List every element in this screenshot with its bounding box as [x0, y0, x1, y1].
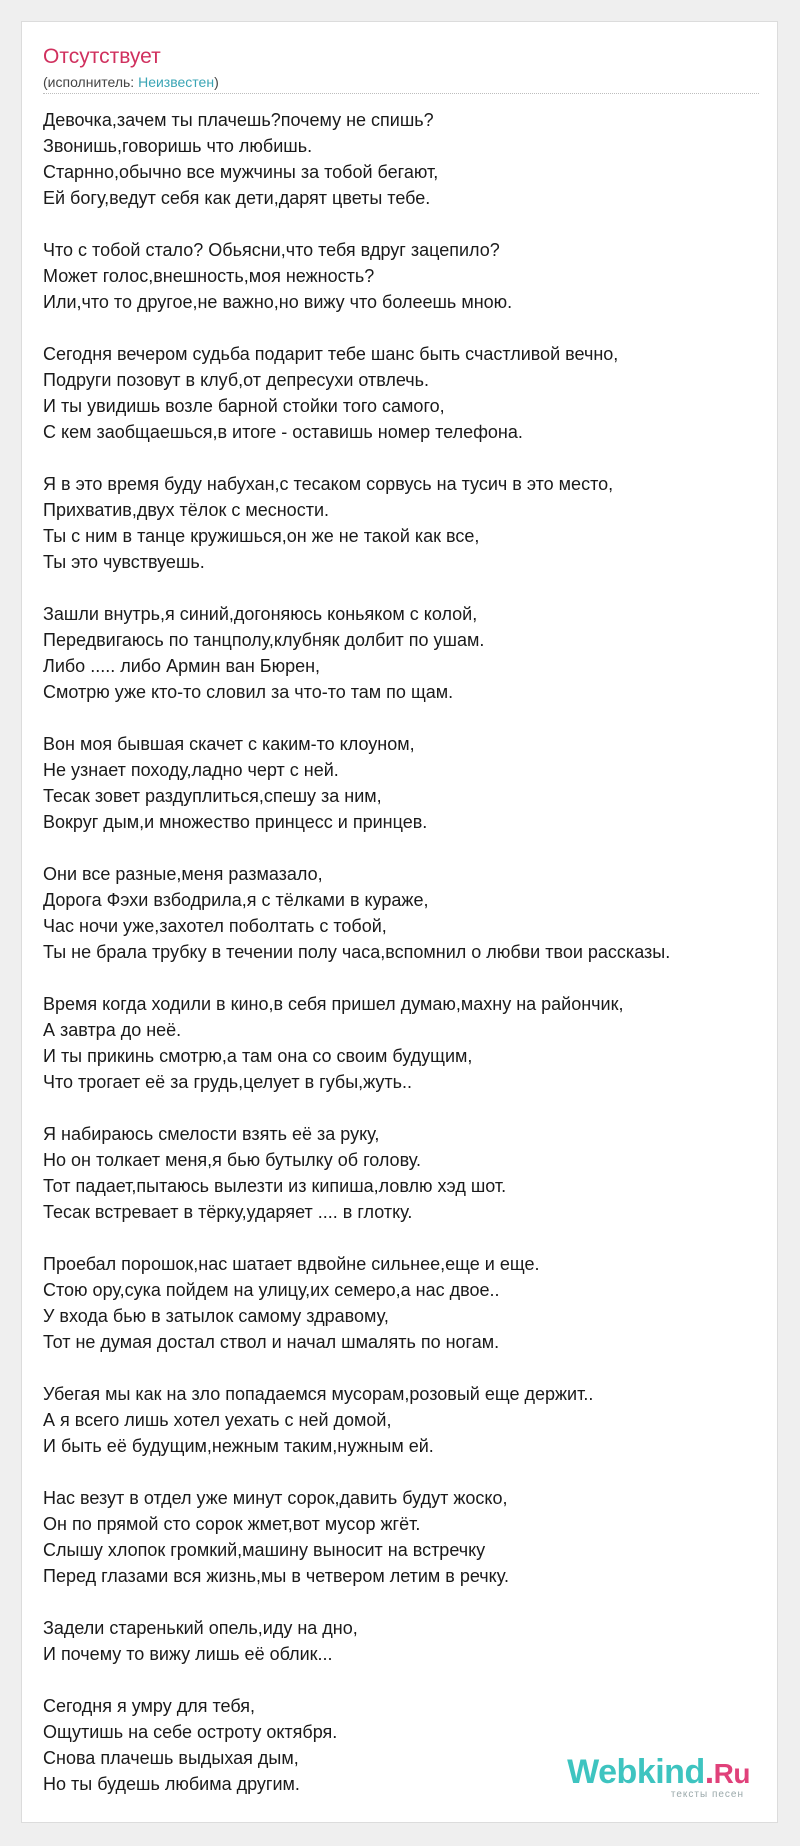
- lyrics-line: Что с тобой стало? Обьясни,что тебя вдруг зацепило?: [43, 240, 500, 260]
- lyrics-line: Подруги позовут в клуб,от депресухи отвлечь.: [43, 370, 430, 390]
- lyrics-line: Тот падает,пытаюсь вылезти из кипиша,ловлю хэд шот.: [43, 1176, 507, 1196]
- lyrics-line: И ты увидишь возле барной стойки того самого,: [43, 396, 445, 416]
- song-title: Отсутствует: [43, 45, 161, 68]
- logo-tld: Ru: [713, 1758, 750, 1789]
- lyrics-line: С кем заобщаешься,в итоге - оставишь номер телефона.: [43, 422, 523, 442]
- lyrics-stanza: [43, 341, 768, 445]
- lyrics-line: Убегая мы как на зло попадаемся мусорам,розовый еще держит..: [43, 1384, 594, 1404]
- lyrics-stanza: [43, 731, 768, 835]
- lyrics-line: Ты с ним в танце кружишься,он же не такой как все,: [43, 526, 480, 546]
- lyrics-line: Передвигаюсь по танцполу,клубняк долбит по ушам.: [43, 630, 485, 650]
- lyrics-line: Время когда ходили в кино,в себя пришел думаю,махну на райончик,: [43, 994, 624, 1014]
- lyrics-line: Зашли внутрь,я синий,догоняюсь коньяком с колой,: [43, 604, 478, 624]
- title-divider: [43, 93, 759, 94]
- webkind-logo[interactable]: [567, 1755, 750, 1800]
- lyrics-line: Слышу хлопок громкий,машину выносит на встречку: [43, 1540, 486, 1560]
- lyrics-line: Либо ..... либо Армин ван Бюрен,: [43, 656, 321, 676]
- lyrics-stanza: [43, 1251, 768, 1355]
- lyrics-line: Они все разные,меня размазало,: [43, 864, 323, 884]
- lyrics-line: Тесак встревает в тёрку,ударяет .... в глотку.: [43, 1202, 413, 1222]
- lyrics-line: Час ночи уже,захотел поболтать с тобой,: [43, 916, 387, 936]
- lyrics-line: Звонишь,говоришь что любишь.: [43, 136, 313, 156]
- lyrics-line: Ты это чувствуешь.: [43, 552, 205, 572]
- lyrics-line: Или,что то другое,не важно,но вижу что болеешь мною.: [43, 292, 513, 312]
- lyrics-line: Сегодня я умру для тебя,: [43, 1696, 255, 1716]
- lyrics-line: Проебал порошок,нас шатает вдвойне сильнее,еще и еще.: [43, 1254, 540, 1274]
- content-card: [21, 21, 778, 1823]
- lyrics-stanza: [43, 601, 768, 705]
- lyrics-line: Я набираюсь смелости взять её за руку,: [43, 1124, 380, 1144]
- lyrics-stanza: [43, 107, 768, 211]
- lyrics-line: Стою ору,сука пойдем на улицу,их семеро,а нас двое..: [43, 1280, 500, 1300]
- lyrics-stanza: [43, 1485, 768, 1589]
- lyrics-line: Может голос,внешность,моя нежность?: [43, 266, 375, 286]
- lyrics-line: Ты не брала трубку в течении полу часа,вспомнил о любви твои рассказы.: [43, 942, 671, 962]
- lyrics-line: Дорога Фэхи взбодрила,я с тёлками в кураже,: [43, 890, 429, 910]
- lyrics-line: И ты прикинь смотрю,а там она со своим будущим,: [43, 1046, 473, 1066]
- lyrics-body: [43, 107, 768, 1823]
- lyrics-line: А завтра до неё.: [43, 1020, 182, 1040]
- lyrics-line: Но он толкает меня,я бью бутылку об голову.: [43, 1150, 421, 1170]
- artist-link[interactable]: Неизвестен: [138, 74, 215, 90]
- lyrics-line: Девочка,зачем ты плачешь?почему не спишь?: [43, 110, 434, 130]
- lyrics-line: Задели старенький опель,иду на дно,: [43, 1618, 358, 1638]
- lyrics-line: Сегодня вечером судьба подарит тебе шанс быть счастливой вечно,: [43, 344, 619, 364]
- lyrics-line: И почему то вижу лишь её облик...: [43, 1644, 333, 1664]
- lyrics-line: Перед глазами вся жизнь,мы в четвером летим в речку.: [43, 1566, 509, 1586]
- logo-dot: .: [704, 1753, 714, 1791]
- lyrics-line: Прихватив,двух тёлок с месности.: [43, 500, 329, 520]
- lyrics-line: Он по прямой сто сорок жмет,вот мусор жгёт.: [43, 1514, 421, 1534]
- logo-wordmark: [567, 1755, 750, 1789]
- lyrics-stanza: [43, 991, 768, 1095]
- lyrics-line: Тесак зовет раздуплиться,спешу за ним,: [43, 786, 382, 806]
- lyrics-line: Но ты будешь любима другим.: [43, 1774, 300, 1794]
- lyrics-stanza: [43, 237, 768, 315]
- lyrics-stanza: [43, 1615, 768, 1667]
- lyrics-stanza: [43, 1121, 768, 1225]
- lyrics-line: Нас везут в отдел уже минут сорок,давить будут жоско,: [43, 1488, 508, 1508]
- lyrics-stanza: [43, 471, 768, 575]
- lyrics-line: Тот не думая достал ствол и начал шмалять по ногам.: [43, 1332, 500, 1352]
- lyrics-stanza: [43, 1381, 768, 1459]
- lyrics-line: Вон моя бывшая скачет с каким-то клоуном,: [43, 734, 415, 754]
- lyrics-line: Старнно,обычно все мужчины за тобой бегают,: [43, 162, 439, 182]
- lyrics-line: Ей богу,ведут себя как дети,дарят цветы тебе.: [43, 188, 431, 208]
- lyrics-line: Смотрю уже кто-то словил за что-то там по щам.: [43, 682, 454, 702]
- lyrics-line: А я всего лишь хотел уехать с ней домой,: [43, 1410, 392, 1430]
- lyrics-line: И быть её будущим,нежным таким,нужным ей.: [43, 1436, 434, 1456]
- lyrics-line: Я в это время буду набухан,с тесаком сорвусь на тусич в это место,: [43, 474, 614, 494]
- lyrics-line: Снова плачешь выдыхая дым,: [43, 1748, 299, 1768]
- lyrics-line: Вокруг дым,и множество принцесс и принцев.: [43, 812, 428, 832]
- lyrics-line: Ощутишь на себе остроту октября.: [43, 1722, 338, 1742]
- artist-prefix: (исполнитель:: [43, 74, 139, 90]
- logo-tagline: тексты песен: [670, 1789, 744, 1800]
- lyrics-line: Не узнает походу,ладно черт с ней.: [43, 760, 339, 780]
- lyrics-line: У входа бью в затылок самому здравому,: [43, 1306, 389, 1326]
- lyrics-line: Что трогает её за грудь,целует в губы,жуть..: [43, 1072, 413, 1092]
- logo-main-text: Webkind: [567, 1753, 705, 1791]
- artist-line: [43, 73, 219, 91]
- artist-suffix: ): [214, 74, 219, 90]
- lyrics-stanza: [43, 861, 768, 965]
